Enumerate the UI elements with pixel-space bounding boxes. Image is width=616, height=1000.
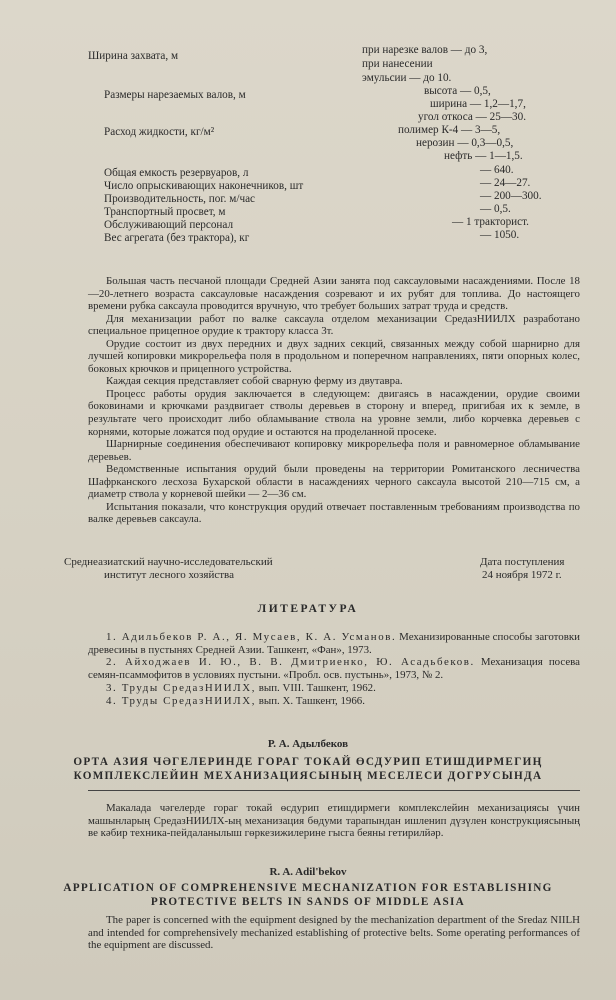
reference-item: [88, 656, 580, 681]
received-date-value: 24 ноября 1972 г.: [482, 569, 562, 581]
body-paragraph: Большая часть песчаной площади Средней Азии занята под саксауловыми насаждениями. После 18—20-летнего возраста саксауловые насаждения созревают и их рубят для топлива. До настоящего времени рубка саксаула проводится вручную, что требует больших затрат труда и средств.: [88, 275, 580, 313]
spec-value-staff: — 1 тракторист.: [452, 216, 529, 228]
spec-value-tank: — 640.: [480, 164, 514, 176]
references-list: [88, 631, 580, 707]
body-paragraph: Для механизации работ по валке саксаула отделом механизации СредазНИИЛХ разработано специальное прицепное орудие к трактору класса 3т.: [88, 312, 580, 338]
summary-abstract-text: Макалада чәгелерде гораг токай өсдурип етишдирмеги комплекслейин механизациясы үчин машынларың СредазНИИЛХ-ың механизация бөдуми тарапындан ишленип дүзүлен конструкциясының ве кәбир техника-пейдаланылыш гөркезижилерине гысга беяны гетирилйәр.: [88, 802, 580, 840]
reference-authors: 1. Адильбеков Р. А., Я. Мусаев, К. А. Усманов.: [106, 631, 397, 643]
institute-name-line2: институт лесного хозяйства: [104, 569, 234, 581]
spec-value-weight: — 1050.: [480, 229, 520, 241]
spec-label-clearance: Транспортный просвет, м: [104, 206, 226, 218]
spec-value-ridge-c: угол откоса — 25—30.: [418, 111, 527, 123]
spec-value-ridge-a: высота — 0,5,: [424, 85, 491, 97]
summary-title-line2: КОМПЛЕКСЛЕЙИН МЕХАНИЗАЦИЯСЫНЫҢ МЕСЕЛЕСИ ДОГРУСЫНДА: [73, 770, 543, 782]
reference-authors: 4. Труды СредазНИИЛХ,: [106, 694, 257, 707]
spec-value-liquid-a: полимер К-4 — 3—5,: [398, 124, 501, 136]
spec-label-ridge-size: Размеры нарезаемых валов, м: [104, 89, 246, 101]
body-paragraph: Ведомственные испытания орудий были проведены на территории Ромитанского лесничества Шафрканского лесхоза Бухарской области в насаждениях черного саксаула высотой 210—715 см, а диаметр ствола у корневой шейки — 2—36 см.: [88, 463, 580, 501]
spec-label-weight: Вес агрегата (без трактора), кг: [104, 232, 250, 244]
spec-value-nozzles: — 24—27.: [480, 177, 531, 189]
spec-label-liquid: Расход жидкости, кг/м²: [104, 126, 215, 138]
spec-value-width-b: при нанесении: [362, 58, 433, 70]
english-abstract: [88, 914, 580, 952]
english-author: R. A. Adil'bekov: [269, 866, 347, 878]
spec-label-staff: Обслуживающий персонал: [104, 219, 234, 231]
spec-value-liquid-b: нерозин — 0,3—0,5,: [416, 137, 514, 149]
body-paragraph: Испытания показали, что конструкция орудий отвечает поставленным требованиям производства по валке деревьев саксаула.: [88, 500, 580, 526]
institute-name-line1: Среднеазиатский научно-исследовательский: [64, 556, 273, 568]
reference-item: [88, 682, 580, 695]
english-abstract-text: The paper is concerned with the equipment designed by the mechanization department of the Sredaz NIILH and intended for comprehensively mechanized establishing of protective belts. Some operating performances of the equipment are discussed.: [88, 914, 580, 952]
spec-value-width-c: эмульсии — до 10.: [362, 72, 452, 84]
reference-details: вып. X. Ташкент, 1966.: [258, 694, 365, 707]
reference-authors: 3. Труды СредазНИИЛХ,: [106, 681, 257, 694]
summary-abstract: [88, 802, 580, 840]
reference-item: [88, 695, 580, 708]
reference-details: Механизированные способы заготовки древесины в пустынях Средней Азии. Ташкент, «Фан», 1973.: [88, 631, 580, 656]
spec-label-productivity: Производительность, пог. м/час: [104, 193, 256, 205]
spec-value-width-a: при нарезке валов — до 3,: [362, 44, 488, 56]
body-paragraph: Орудие состоит из двух передних и двух задних секций, связанных между собой шарнирно для лучшей копировки микрорельефа поля в продольном и поперечном направлениях, пяти опорных колес, боковых крючков и прицепного устройства.: [88, 337, 580, 375]
title-rule: [88, 790, 580, 791]
english-title-line2: PROTECTIVE BELTS IN SANDS OF MIDDLE ASIA: [150, 896, 466, 908]
received-date-label: Дата поступления: [480, 556, 565, 568]
summary-author: Р. А. Адылбеков: [267, 738, 349, 750]
spec-label-nozzles: Число опрыскивающих наконечников, шт: [104, 180, 304, 192]
spec-value-clearance: — 0,5.: [480, 203, 511, 215]
reference-authors: 2. Айходжаев И. Ю., В. В. Дмитриенко, Ю. Асадьбеков.: [106, 656, 475, 669]
spec-label-width: Ширина захвата, м: [88, 50, 179, 62]
body-paragraph: Шарнирные соединения обеспечивают копировку микрорельефа поля и равномерное обламывание деревьев.: [88, 438, 580, 463]
summary-title-line1: ОРТА АЗИЯ ЧӘГЕЛЕРИНДЕ ГОРАГ ТОКАЙ ӨСДУРИП ЕТИШДИРМЕГИҢ: [73, 756, 543, 768]
reference-item: [88, 631, 580, 656]
reference-details: Механизация посева семян-псаммофитов в условиях пустыни. «Пробл. осв. пустынь», 1973, № 2.: [88, 656, 580, 682]
article-body: [88, 275, 580, 526]
spec-label-tank: Общая емкость резервуаров, л: [104, 167, 249, 179]
body-paragraph: Каждая секция представляет собой сварную ферму из двутавра.: [106, 375, 403, 388]
spec-value-ridge-b: ширина — 1,2—1,7,: [430, 98, 526, 110]
body-paragraph: Процесс работы орудия заключается в следующем: двигаясь в насаждении, орудие своими боковинами и крючками раздвигает стволы деревьев в сторону и вперед, пригибая их к земле, в результате чего происходит либо обламывание ствола на уровне земли, либо корчевка деревьев с корнями, которые ложатся под орудие и остаются на проделанной просеке.: [88, 387, 580, 438]
english-title-line1: APPLICATION OF COMPREHENSIVE MECHANIZATION FOR ESTABLISHING: [63, 882, 553, 894]
literature-heading: ЛИТЕРАТУРА: [257, 603, 359, 615]
spec-value-productivity: — 200—300.: [480, 190, 542, 202]
spec-value-liquid-c: нефть — 1—1,5.: [444, 150, 523, 162]
reference-details: вып. VIII. Ташкент, 1962.: [258, 681, 376, 694]
